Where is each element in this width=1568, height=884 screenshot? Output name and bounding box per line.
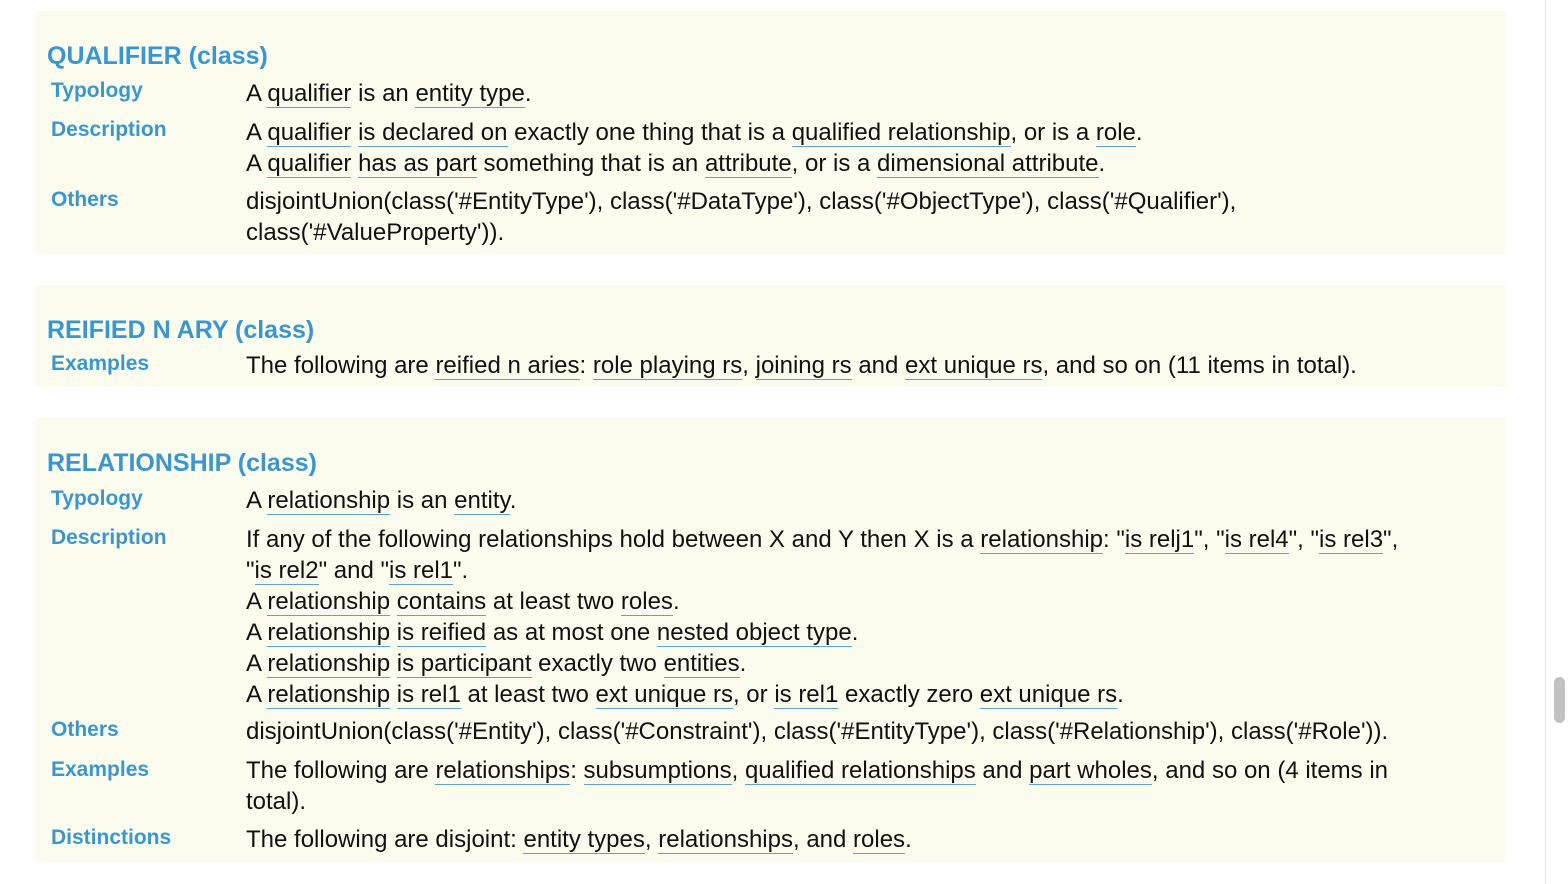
relationship-description-line: A relationship is reified as at most one nested object type. [246, 619, 859, 646]
relationship-examples-line: The following are relationships: subsumptions, qualified relationships and part wholes, and so on (4 items in [246, 757, 1389, 784]
link-attribute[interactable]: attribute [704, 150, 792, 177]
qualifier-section [36, 11, 1506, 254]
link-is-rel2[interactable]: is rel2 [254, 557, 319, 584]
link-relationship[interactable]: relationship [267, 619, 391, 646]
link-ext-unique-rs[interactable]: ext unique rs [595, 681, 733, 708]
link-role-playing-rs[interactable]: role playing rs [592, 352, 743, 379]
link-relationship[interactable]: relationship [267, 487, 391, 514]
link-has-as-part[interactable]: has as part [358, 150, 477, 177]
link-joining-rs[interactable]: joining rs [755, 352, 852, 379]
link-subsumptions[interactable]: subsumptions [583, 757, 732, 784]
link-is-rel1[interactable]: is rel1 [388, 557, 454, 584]
link-is-rel1[interactable]: is rel1 [774, 681, 839, 708]
link-roles[interactable]: roles [620, 588, 673, 615]
relationship-title: RELATIONSHIP (class) [47, 449, 317, 477]
qualifier-others-label: Others [51, 188, 119, 211]
qualifier-description-line: A qualifier has as part something that is an attribute, or is a dimensional attribute. [246, 150, 1106, 177]
link-qualifier[interactable]: qualifier [267, 119, 352, 146]
qualifier-description-line: A qualifier is declared on exactly one thing that is a qualified relationship, or is a role. [246, 119, 1143, 146]
link-is-relj1[interactable]: is relj1 [1124, 526, 1195, 553]
link-is-reified[interactable]: is reified [396, 619, 487, 646]
link-entity-type[interactable]: entity type [415, 80, 525, 107]
link-relationship[interactable]: relationship [267, 588, 391, 615]
reified-n-ary-section [36, 285, 1506, 387]
qualifier-typology-label: Typology [51, 79, 143, 102]
link-ext-unique-rs[interactable]: ext unique rs [979, 681, 1118, 708]
relationship-distinctions-line: The following are disjoint: entity types, relationships, and roles. [246, 826, 912, 853]
qualifier-description-label: Description [51, 118, 167, 141]
relationship-description-line: A relationship contains at least two roles. [246, 588, 680, 615]
reified-examples-text [246, 350, 1486, 381]
relationship-description-line: If any of the following relationships hold between X and Y then X is a relationship: "is relj1", "is rel4", "is rel3", [246, 526, 1399, 553]
link-qualified-relationship[interactable]: qualified relationship [791, 119, 1011, 146]
qualifier-description-text [246, 117, 1486, 179]
relationship-distinctions-text [246, 824, 1486, 855]
relationship-distinctions-label: Distinctions [51, 826, 172, 849]
link-part-wholes[interactable]: part wholes [1029, 757, 1152, 784]
qualifier-others-text [246, 186, 1486, 248]
link-qualified-relationships[interactable]: qualified relationships [744, 757, 976, 784]
link-relationship[interactable]: relationship [267, 650, 391, 677]
link-role[interactable]: role [1095, 119, 1136, 146]
relationship-description-text [246, 524, 1486, 710]
link-contains[interactable]: contains [396, 588, 487, 615]
qualifier-title: QUALIFIER (class) [47, 42, 268, 70]
link-entity-types[interactable]: entity types [523, 826, 645, 853]
reified-examples-line: The following are reified n aries: role playing rs, joining rs and ext unique rs, and so on (11 items in total). [246, 352, 1357, 379]
relationship-others-line: disjointUnion(class('#Entity'), class('#Constraint'), class('#EntityType'), class('#Relationship'), class('#Role')). [246, 718, 1389, 745]
relationship-description-line: A relationship is rel1 at least two ext unique rs, or is rel1 exactly zero ext unique rs. [246, 681, 1124, 708]
vertical-scrollbar[interactable] [1545, 0, 1568, 884]
link-is-rel4[interactable]: is rel4 [1224, 526, 1289, 553]
link-qualifier[interactable]: qualifier [267, 150, 352, 177]
link-is-rel1[interactable]: is rel1 [396, 681, 461, 708]
qualifier-others-line: disjointUnion(class('#EntityType'), class('#DataType'), class('#ObjectType'), class('#Qualifier'), [246, 188, 1237, 215]
scrollbar-thumb[interactable] [1554, 677, 1565, 723]
link-entities[interactable]: entities [663, 650, 740, 677]
relationship-typology-text [246, 485, 1486, 516]
link-relationships[interactable]: relationships [658, 826, 793, 853]
link-nested-object-type[interactable]: nested object type [656, 619, 852, 646]
qualifier-typology-line: A qualifier is an entity type. [246, 80, 532, 107]
relationship-description-line: "is rel2" and "is rel1". [246, 557, 469, 584]
relationship-examples-label: Examples [51, 758, 150, 781]
qualifier-others-line: class('#ValueProperty')). [246, 219, 505, 246]
reified-n-ary-title: REIFIED N ARY (class) [47, 316, 315, 344]
relationship-typology-line: A relationship is an entity. [246, 487, 517, 514]
link-relationship[interactable]: relationship [980, 526, 1104, 553]
relationship-description-label: Description [51, 526, 167, 549]
link-qualifier[interactable]: qualifier [267, 80, 352, 107]
relationship-typology-label: Typology [51, 487, 143, 510]
relationship-section [36, 418, 1506, 862]
relationship-others-text [246, 716, 1486, 747]
relationship-examples-line: total). [246, 788, 307, 815]
link-relationships[interactable]: relationships [435, 757, 571, 784]
link-is-participant[interactable]: is participant [396, 650, 532, 677]
link-is-declared-on[interactable]: is declared on [358, 119, 508, 146]
relationship-others-label: Others [51, 718, 119, 741]
link-is-rel3[interactable]: is rel3 [1319, 526, 1384, 553]
link-dimensional-attribute[interactable]: dimensional attribute [877, 150, 1099, 177]
link-ext-unique-rs[interactable]: ext unique rs [905, 352, 1043, 379]
link-reified-n-aries[interactable]: reified n aries [435, 352, 580, 379]
link-entity[interactable]: entity [454, 487, 510, 514]
relationship-examples-text [246, 755, 1486, 817]
reified-examples-label: Examples [51, 352, 150, 375]
qualifier-typology-text [246, 78, 1486, 109]
link-roles[interactable]: roles [853, 826, 906, 853]
relationship-description-line: A relationship is participant exactly two entities. [246, 650, 747, 677]
link-relationship[interactable]: relationship [267, 681, 391, 708]
